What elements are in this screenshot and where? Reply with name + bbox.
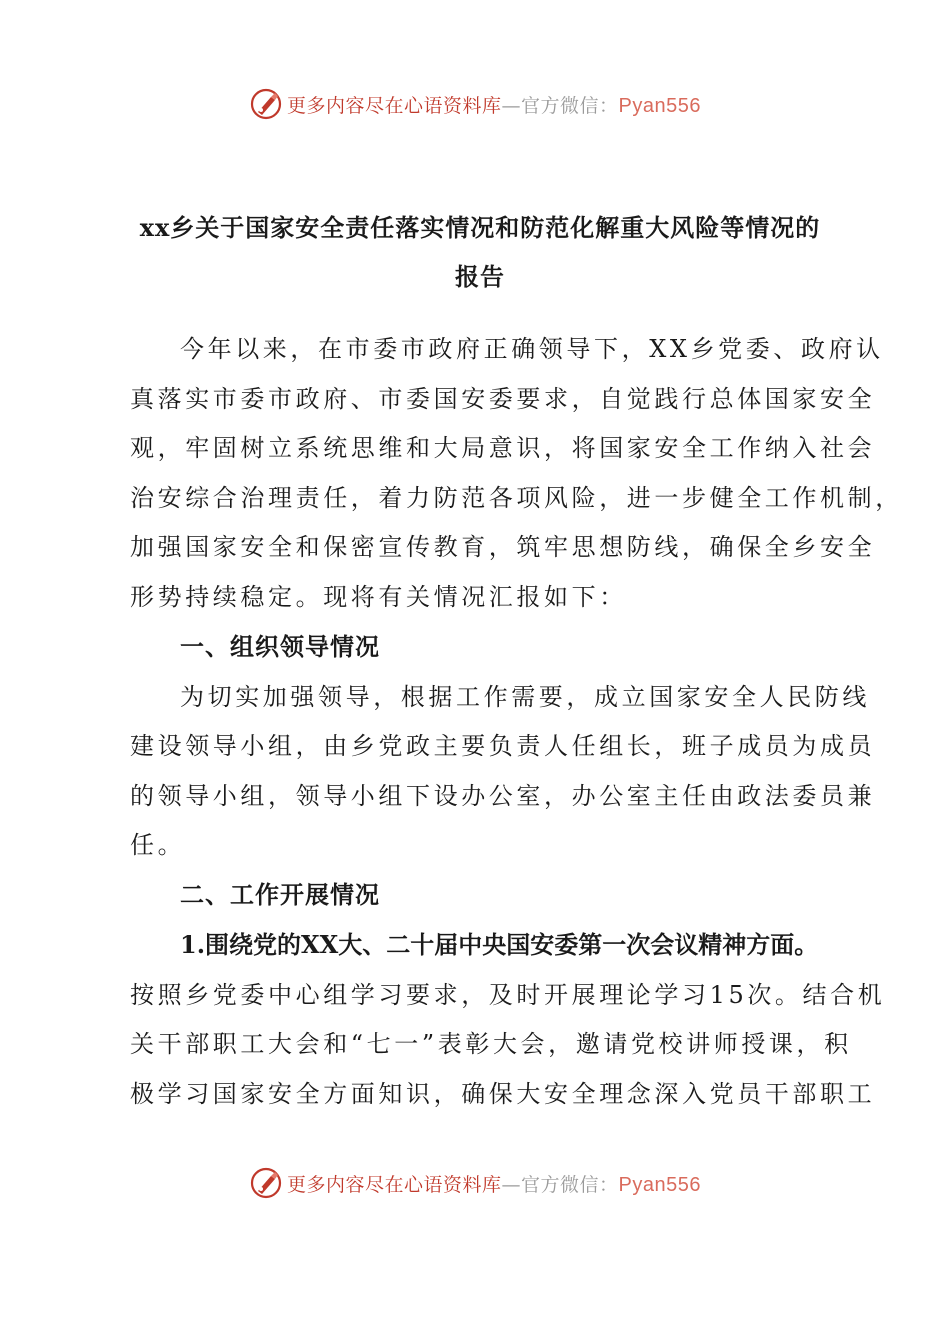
paragraph-line: 真落实市委市政府、市委国安委要求，自觉践行总体国家安全 [130, 385, 876, 413]
watermark-gray-text: —官方微信： [501, 1173, 619, 1196]
paragraph-line: 为切实加强领导，根据工作需要，成立国家安全人民防线 [180, 683, 870, 711]
pen-logo-icon [249, 87, 283, 121]
document-title-line1: xx乡关于国家安全责任落实情况和防范化解重大风险等情况的 [139, 213, 821, 242]
paragraph-line: 观，牢固树立系统思维和大局意识，将国家安全工作纳入社会 [130, 434, 876, 462]
wechat-id: Pyan556 [618, 1173, 701, 1196]
watermark-red-text: 更多内容尽在心语资料库 [287, 94, 502, 117]
paragraph-line: 今年以来，在市委市政府正确领导下，XX乡党委、政府认 [180, 335, 884, 363]
watermark-red-text: 更多内容尽在心语资料库 [287, 1173, 502, 1196]
paragraph-line: 任。 [130, 831, 186, 859]
pen-logo-icon [249, 1166, 283, 1200]
section-heading-1: 一、组织领导情况 [180, 632, 380, 661]
paragraph-line: 形势持续稳定。现将有关情况汇报如下： [130, 583, 627, 611]
watermark-gray-text: —官方微信： [501, 94, 619, 117]
section-heading-2: 二、工作开展情况 [180, 880, 380, 909]
watermark-text [287, 1170, 701, 1197]
paragraph-line: 的领导小组，领导小组下设办公室，办公室主任由政法委员兼 [130, 782, 876, 810]
document-title-line2: 报告 [455, 262, 505, 291]
watermark-text [287, 91, 701, 118]
paragraph-line: 建设领导小组，由乡党政主要负责人任组长，班子成员为成员 [130, 732, 876, 760]
watermark-banner-bottom [0, 1163, 950, 1203]
wechat-id: Pyan556 [618, 94, 701, 117]
paragraph-line: 极学习国家安全方面知识，确保大安全理念深入党员干部职工 [130, 1080, 876, 1108]
paragraph-line: 关干部职工大会和“七一”表彰大会，邀请党校讲师授课，积 [130, 1030, 852, 1058]
watermark-banner-top [0, 84, 950, 124]
paragraph-line: 按照乡党委中心组学习要求，及时开展理论学习15次。结合机 [130, 981, 886, 1009]
paragraph-line: 治安综合治理责任，着力防范各项风险，进一步健全工作机制， [130, 484, 903, 512]
subsection-heading-1: 1.围绕党的XX大、二十届中央国安委第一次会议精神方面。 [180, 930, 819, 959]
paragraph-line: 加强国家安全和保密宣传教育，筑牢思想防线，确保全乡安全 [130, 533, 876, 561]
